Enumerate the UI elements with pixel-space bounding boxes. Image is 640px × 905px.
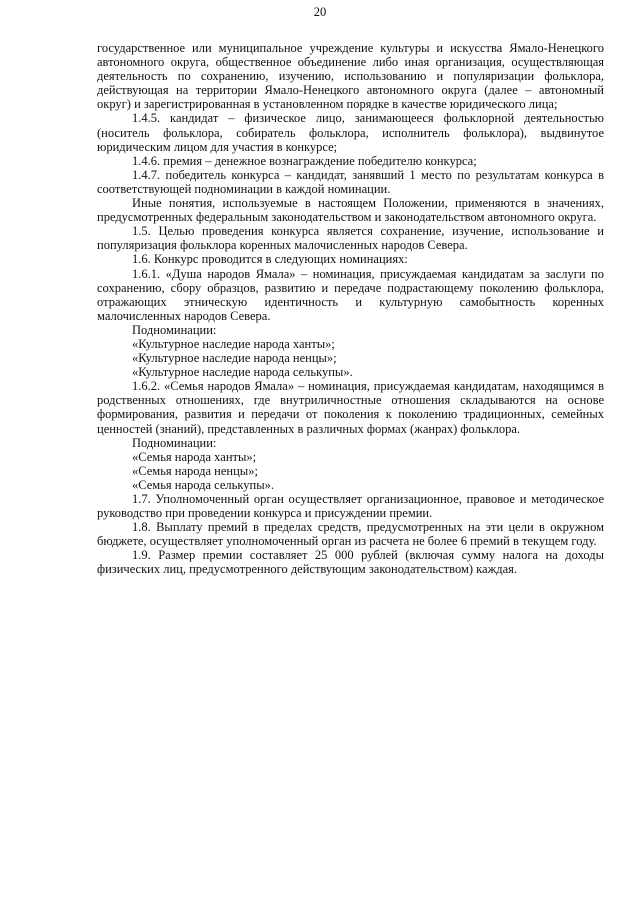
paragraph-1-8-prize-payment: 1.8. Выплату премий в пределах средств, предусмотренных на эти цели в окружном бюджете, осуществляет уполномоченный орган из расчета не более 6 премий в текущем году. <box>97 520 604 549</box>
paragraph-1-6-1-soul-of-yamal: 1.6.1. «Душа народов Ямала» – номинация, присуждаемая кандидатам за заслуги по сохранению, сбору образцов, развитию и передаче подрастающему поколению фольклора, отражающих этническую идентичность и культурную самобытность коренных малочисленных народов Севера. <box>97 266 604 323</box>
paragraph-legal-entity-definition-continued: государственное или муниципальное учреждение культуры и искусства Ямало-Ненецкого автономного округа, общественное объединение либо иная организация, осуществляющая деятельность по сохранению, изучению, использованию и популяризации фольклора, действующая на территории Ямало-Ненецкого автономного округа (далее – автономный округ) и зарегистрированная в установленном порядке в качестве юридического лица; <box>97 41 604 112</box>
document-body <box>97 41 604 577</box>
subnomination-nenets-heritage: «Культурное наследие народа ненцы»; <box>132 351 337 366</box>
subnomination-selkup-family: «Семья народа селькупы». <box>132 477 274 492</box>
paragraph-1-6-nominations: 1.6. Конкурс проводится в следующих номинациях: <box>132 252 408 267</box>
page-number: 20 <box>313 5 327 19</box>
paragraph-1-7-authorized-body: 1.7. Уполномоченный орган осуществляет организационное, правовое и методическое руководство при проведении конкурса и присуждении премии. <box>97 492 604 521</box>
paragraph-1-5-goal: 1.5. Целью проведения конкурса является сохранение, изучение, использование и популяризация фольклора коренных малочисленных народов Севера. <box>97 224 604 253</box>
subnomination-khanty-family: «Семья народа ханты»; <box>132 449 257 464</box>
paragraph-subnominations-heading-1: Подноминации: <box>132 322 217 337</box>
paragraph-1-6-2-family-of-yamal: 1.6.2. «Семья народов Ямала» – номинация, присуждаемая кандидатам, находящимся в родственных отношениях, где внутриличностные отношения складываются на основе формирования, развития и передачи от поколения к поколению традиционных, семейных ценностей (знаний), представленных в различных формах (жанрах) фольклора. <box>97 379 604 436</box>
paragraph-1-4-6-prize: 1.4.6. премия – денежное вознаграждение победителю конкурса; <box>132 153 477 168</box>
paragraph-1-4-7-winner: 1.4.7. победитель конкурса – кандидат, занявший 1 место по результатам конкурса в соответствующей подноминации в каждой номинации. <box>97 167 604 196</box>
subnomination-selkup-heritage: «Культурное наследие народа селькупы». <box>132 365 353 380</box>
subnomination-khanty-heritage: «Культурное наследие народа ханты»; <box>132 336 335 351</box>
paragraph-1-4-5-candidate: 1.4.5. кандидат – физическое лицо, занимающееся фольклорной деятельностью (носитель фольклора, собиратель фольклора, исполнитель фольклора), выдвинутое юридическим лицом для участия в конкурсе; <box>97 111 604 154</box>
subnomination-nenets-family: «Семья народа ненцы»; <box>132 463 258 478</box>
paragraph-other-terms: Иные понятия, используемые в настоящем Положении, применяются в значениях, предусмотренных федеральным законодательством и законодательством автономного округа. <box>97 196 604 225</box>
paragraph-1-9-prize-amount: 1.9. Размер премии составляет 25 000 рублей (включая сумму налога на доходы физических лиц, предусмотренного действующим законодательством) каждая. <box>97 548 604 577</box>
paragraph-subnominations-heading-2: Подноминации: <box>132 435 217 450</box>
